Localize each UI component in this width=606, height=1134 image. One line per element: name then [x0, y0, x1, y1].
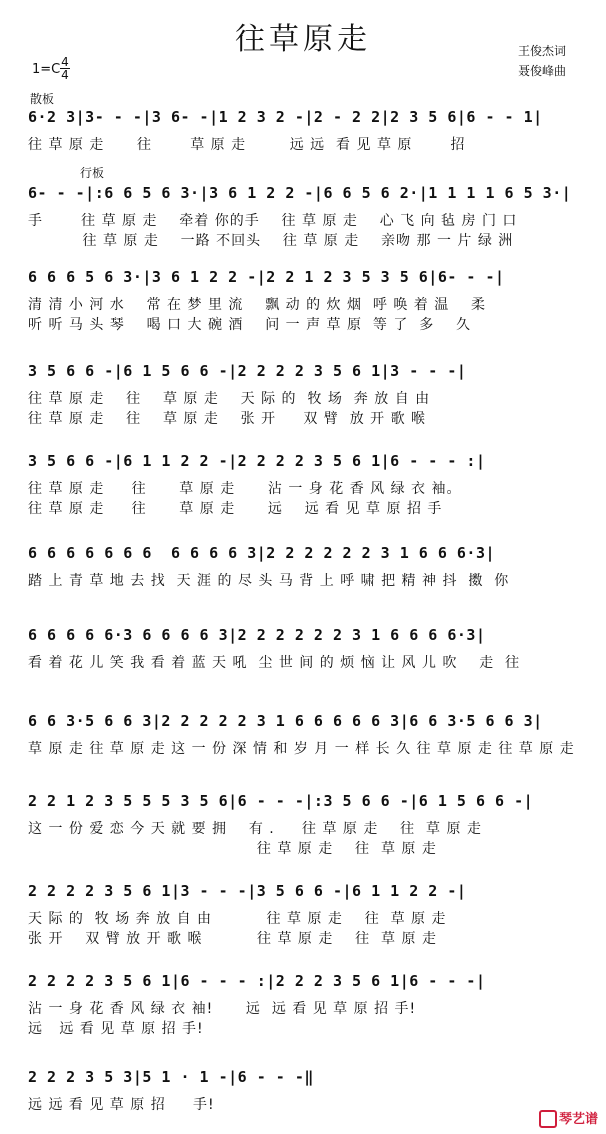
watermark-logo	[539, 1108, 598, 1129]
lyric-line: 沾 一 身 花 香 风 绿 衣 袖! 远 远 看 见 草 原 招 手!	[28, 1001, 417, 1017]
lyric-line: 张 开 双 臂 放 开 歌 喉 往 草 原 走 往 草 原 走	[28, 931, 437, 947]
time-signature-top: 4	[61, 55, 69, 69]
lyric-line: 看 着 花 儿 笑 我 看 着 蓝 天 吼 尘 世 间 的 烦 恼 让 风 儿 吹 走 往	[28, 655, 521, 671]
notation-line: 6 6 6 6 6 6 6 6 6 6 6 3|2 2 2 2 2 2 3 1 6 6 6·3|	[28, 544, 496, 562]
lyric-line: 往 草 原 走 往 草 原 走 天 际 的 牧 场 奔 放 自 由	[28, 391, 431, 407]
lyric-line: 踏 上 青 草 地 去 找 天 涯 的 尽 头 马 背 上 呼 啸 把 精 神 抖 擞 你	[28, 573, 510, 589]
lyric-line: 往 草 原 走 往 草 原 走 沾 一 身 花 香 风 绿 衣 袖。	[28, 481, 462, 497]
lyric-line: 草 原 走 往 草 原 走 这 一 份 深 情 和 岁 月 一 样 长 久 往 草 原 走 往 草 原 走	[28, 741, 575, 757]
notation-line: 2 2 2 2 3 5 6 1|3 - - -|3 5 6 6 -|6 1 1 2 2 -|	[28, 882, 467, 900]
lyric-line: 往 草 原 走 往 草 原 走 张 开 双 臂 放 开 歌 喉	[28, 411, 427, 427]
lyric-line: 往 草 原 走 往 草 原 走	[28, 841, 437, 857]
logo-icon	[539, 1110, 557, 1128]
composer-credit: 聂俊峰曲	[517, 64, 566, 78]
lyric-line: 听 听 马 头 琴 喝 口 大 碗 酒 问 一 声 草 原 等 了 多 久	[28, 317, 472, 333]
lyric-line: 往 草 原 走 往 草 原 走 远 远 看 见 草 原 招	[28, 137, 466, 153]
watermark-text: 琴艺谱	[558, 1111, 598, 1127]
lyric-line: 往 草 原 走 一路 不回头 往 草 原 走 亲吻 那 一 片 绿 洲	[28, 233, 514, 249]
lyric-line: 天 际 的 牧 场 奔 放 自 由 往 草 原 走 往 草 原 走	[28, 911, 447, 927]
notation-line: 6 6 6 6 6·3 6 6 6 6 3|2 2 2 2 2 2 3 1 6 6 6 6·3|	[28, 626, 486, 644]
notation-line: 6·2 3|3- - -|3 6- -|1 2 3 2 -|2 - 2 2|2 3 5 6|6 - - 1|	[28, 108, 543, 126]
lyric-line: 远 远 看 见 草 原 招 手!	[28, 1021, 204, 1037]
lyric-line: 远 远 看 见 草 原 招 手!	[28, 1097, 215, 1113]
lyricist-credit: 王俊杰词	[517, 44, 566, 58]
time-signature	[60, 56, 70, 81]
song-title: 往草原走	[235, 22, 371, 57]
notation-line: 2 2 2 3 5 3|5 1 · 1 -|6 - - -‖	[28, 1068, 314, 1086]
lyric-line: 清 清 小 河 水 常 在 梦 里 流 飘 动 的 炊 烟 呼 唤 着 温 柔	[28, 297, 487, 313]
tempo-mark-1: 散板	[30, 92, 55, 106]
notation-line: 6 6 6 5 6 3·|3 6 1 2 2 -|2 2 1 2 3 5 3 5 6|6- - -|	[28, 268, 505, 286]
notation-line: 6- - -|:6 6 5 6 3·|3 6 1 2 2 -|6 6 5 6 2·|1 1 1 1 6 5 3·|	[28, 184, 572, 202]
notation-line: 2 2 1 2 3 5 5 5 3 5 6|6 - - -|:3 5 6 6 -|6 1 5 6 6 -|	[28, 792, 534, 810]
key-signature: 1=C	[32, 62, 61, 77]
notation-line: 3 5 6 6 -|6 1 5 6 6 -|2 2 2 2 3 5 6 1|3 - - -|	[28, 362, 467, 380]
time-signature-bottom: 4	[61, 68, 69, 82]
notation-line: 6 6 3·5 6 6 3|2 2 2 2 2 3 1 6 6 6 6 6 3|6 6 3·5 6 6 3|	[28, 712, 543, 730]
lyric-line: 往 草 原 走 往 草 原 走 远 远 看 见 草 原 招 手	[28, 501, 443, 517]
lyric-line: 手 往 草 原 走 牵着 你的手 往 草 原 走 心 飞 向 毡 房 门 口	[28, 213, 518, 229]
lyric-line: 这 一 份 爱 恋 今 天 就 要 拥 有 . 往 草 原 走 往 草 原 走	[28, 821, 482, 837]
notation-line: 2 2 2 2 3 5 6 1|6 - - - :|2 2 2 3 5 6 1|6 - - -|	[28, 972, 486, 990]
notation-line: 3 5 6 6 -|6 1 1 2 2 -|2 2 2 2 3 5 6 1|6 - - - :|	[28, 452, 486, 470]
tempo-mark-2: 行板	[80, 166, 105, 180]
